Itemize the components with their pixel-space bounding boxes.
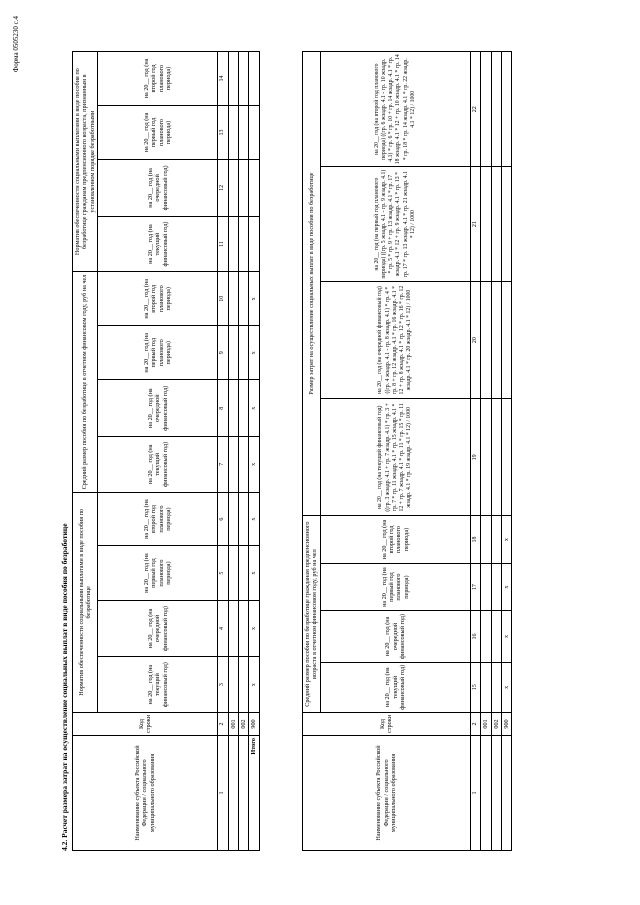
column-number: 1 <box>218 736 228 851</box>
cell[interactable] <box>501 281 511 399</box>
cell[interactable] <box>491 662 501 712</box>
table-row <box>481 52 491 851</box>
x-mark: x <box>249 380 259 437</box>
subheader: на 20__ год (на текущий финансовый год) <box>98 216 218 272</box>
group-avg-header: Средний размер пособия по безработице гражданам предпенсионного возраста в отчетном финансовом году, руб на чел <box>303 516 321 713</box>
cell[interactable] <box>228 160 238 217</box>
cell[interactable] <box>238 546 248 600</box>
subheader: на 20__ год (на очередной финансовый год) <box>98 380 218 437</box>
subheader: на 20__ год (на текущий финансовый год) <box>98 437 218 493</box>
cell[interactable] <box>481 516 491 563</box>
cell <box>501 736 511 851</box>
cell[interactable] <box>228 380 238 437</box>
cell[interactable] <box>238 600 248 657</box>
column-number: 2 <box>218 712 228 735</box>
column-number: 11 <box>218 216 228 272</box>
total-row <box>501 52 511 851</box>
x-mark: x <box>249 546 259 600</box>
subheader: на 20__ год (на второй год планового периода) <box>320 516 470 563</box>
col-name-header: Наименование субъекта Российской Федерации / социального муниципального образования <box>303 736 471 851</box>
subheader: на 20__ год (на очередной финансовый год) <box>98 160 218 217</box>
subheader: на 20__ год (на очередной финансовый год) <box>320 611 470 662</box>
x-mark: x <box>249 492 259 546</box>
cell[interactable] <box>481 662 491 712</box>
form-code: Форма 0505230 с.4 <box>12 16 20 73</box>
row-code: 001 <box>228 712 238 735</box>
cell[interactable] <box>238 160 248 217</box>
formula-header: на 20__ год (на первый год планового периода) ((гр. 5 жзадр. 4.1 - гр. 9 жзадр. 4.1) * гр. 5 * гр. 9 + гр. 13 жзадр. 4.1 * гр. 17 жзадр. 4.1 * 12 + гр. 9 жзадр. 4.1 * гр. 13 * гр. 17 * гр. 13 жзадр. 4.1 * гр. 21 жзадр. 4.1 * 12) / 1000 <box>320 167 470 281</box>
cell[interactable] <box>249 216 259 272</box>
x-mark: x <box>249 600 259 657</box>
column-number: 7 <box>218 437 228 493</box>
column-number: 5 <box>218 546 228 600</box>
cell[interactable] <box>228 736 238 851</box>
subheader: на 20__ год (на первый год планового периода) <box>98 546 218 600</box>
column-number: 20 <box>470 281 480 399</box>
col-code-header: Код строки <box>73 712 218 735</box>
cell[interactable] <box>491 52 501 168</box>
cell[interactable] <box>228 492 238 546</box>
cell[interactable] <box>249 105 259 159</box>
total-row <box>249 52 259 851</box>
column-number: 8 <box>218 380 228 437</box>
subheader: на 20__ год (на второй год планового периода) <box>98 272 218 326</box>
cell[interactable] <box>491 516 501 563</box>
col-name-header: Наименование субъекта Российской Федерации / социального муниципального образования <box>73 736 218 851</box>
column-number: 13 <box>218 105 228 159</box>
column-number: 21 <box>470 167 480 281</box>
table-row <box>491 52 501 851</box>
subheader: на 20__ год (на второй год планового периода) <box>98 52 218 106</box>
cell[interactable] <box>238 736 248 851</box>
group-cost-header: Размер затрат на осуществление социальных выплат в виде пособия по безработице <box>303 52 321 516</box>
cell[interactable] <box>491 611 501 662</box>
cell[interactable] <box>228 546 238 600</box>
cell[interactable] <box>238 380 248 437</box>
subheader: на 20__ год (на текущий финансовый год) <box>320 662 470 712</box>
cell[interactable] <box>238 657 248 713</box>
column-number: 12 <box>218 160 228 217</box>
cell[interactable] <box>481 281 491 399</box>
column-number: 15 <box>470 662 480 712</box>
x-mark: x <box>249 272 259 326</box>
column-number: 3 <box>218 657 228 713</box>
column-number: 14 <box>218 52 228 106</box>
cell[interactable] <box>249 160 259 217</box>
total-label: Итого <box>249 736 259 851</box>
column-number: 10 <box>218 272 228 326</box>
column-number: 16 <box>470 611 480 662</box>
cell[interactable] <box>238 105 248 159</box>
table-row <box>228 52 238 851</box>
group-norm-header: Норматив обеспеченности социальными выплатами в виде пособия по безработице <box>73 492 98 712</box>
cell[interactable] <box>228 600 238 657</box>
group-norm2-header: Норматив обеспеченности социальными выплатами в виде пособия по безработице гражданам предпенсионного возраста, признанным в установленном порядке безработными <box>73 52 98 272</box>
x-mark: x <box>501 516 511 563</box>
row-code: 001 <box>481 712 491 735</box>
formula-header: на 20__ год (на очередной финансовый год) ((гр. 4 жзадр. 4.1 - гр. 8 жзадр. 4.1) * гр. 4 * гр. 8 + гр. 12 жзадр. 4.1 * гр. 16 жзадр. 4.1 * 12 + гр. 8 жзадр. 4.1 * гр. 12 * гр. 16 * гр. 12 жзадр. 4.1 * гр. 20 жзадр. 4.1 * 12) / 1000 <box>320 281 470 399</box>
cell[interactable] <box>491 399 501 516</box>
cell[interactable] <box>228 52 238 106</box>
cost-table <box>302 51 512 851</box>
cell[interactable] <box>228 326 238 380</box>
norm-table <box>72 51 260 851</box>
cell[interactable] <box>238 326 248 380</box>
row-code: 900 <box>249 712 259 735</box>
group-avg-header: Средний размер пособия по безработице в отчетном финансовом году, руб на чел <box>73 272 98 492</box>
cell[interactable] <box>228 657 238 713</box>
cell[interactable] <box>249 52 259 106</box>
cell[interactable] <box>238 492 248 546</box>
subheader: на 20__ год (на первый год планового периода) <box>98 326 218 380</box>
cell[interactable] <box>491 736 501 851</box>
cell[interactable] <box>481 563 491 611</box>
column-number: 17 <box>470 563 480 611</box>
column-number: 4 <box>218 600 228 657</box>
cell[interactable] <box>501 399 511 516</box>
cell[interactable] <box>238 272 248 326</box>
cell[interactable] <box>238 216 248 272</box>
column-number: 1 <box>470 736 480 851</box>
column-number-row <box>218 52 228 851</box>
column-number: 2 <box>470 712 480 735</box>
cell[interactable] <box>481 52 491 168</box>
subheader: на 20__ год (на второй год планового периода) <box>98 492 218 546</box>
x-mark: x <box>501 662 511 712</box>
cell[interactable] <box>491 281 501 399</box>
cell[interactable] <box>491 167 501 281</box>
subheader: на 20__ год (на первый год планового периода) <box>320 563 470 611</box>
cell[interactable] <box>481 167 491 281</box>
x-mark: x <box>249 326 259 380</box>
row-code: 002 <box>238 712 248 735</box>
section-heading: 4.2. Расчет размера затрат на осуществление социальных выплат в виде пособия по безработице <box>60 523 69 851</box>
cell[interactable] <box>491 563 501 611</box>
column-number-row <box>470 52 480 851</box>
cell[interactable] <box>228 216 238 272</box>
x-mark: x <box>501 563 511 611</box>
cell[interactable] <box>228 437 238 493</box>
col-code-header: Код строки <box>303 712 471 735</box>
cell[interactable] <box>238 52 248 106</box>
row-code: 900 <box>501 712 511 735</box>
cell[interactable] <box>501 167 511 281</box>
cell[interactable] <box>228 272 238 326</box>
subheader: на 20__ год (на первый год планового периода) <box>98 105 218 159</box>
column-number: 9 <box>218 326 228 380</box>
subheader: на 20__ год (на очередной финансовый год) <box>98 600 218 657</box>
cell[interactable] <box>228 105 238 159</box>
x-mark: x <box>249 657 259 713</box>
table-row <box>238 52 248 851</box>
x-mark: x <box>501 611 511 662</box>
column-number: 22 <box>470 52 480 168</box>
formula-header: на 20__ год (на текущий финансовый год) ((гр. 3 жзадр. 4.1 + гр. 7 жзадр. 4.1) * гр. 3 + гр. 7 * гр. 11 жзадр. 4.1 * гр. 15 жзадр. 4.1 * 12 + гр. 7 жзадр. 4.1 * гр. 11 * гр. 15 * гр. 11 жзадр. 4.1 * гр. 19 жзадр. 4.1 * 12) / 1000 <box>320 399 470 516</box>
formula-header: на 20__ год (на второй год планового периода) ((гр. 6 жзадр. 4.1 - гр. 10 жзадр. 4.1) * гр. 6 * гр. 10 + гр. 14 жзадр. 4.1 * гр. 18 жзадр. 4.1 * 12 + гр. 10 жзадр. 4.1 * гр. 14 * гр. 18 * гр. 14 жзадр. 4.1 * гр. 22 жзадр. 4.1 * 12) / 1000 <box>320 52 470 168</box>
column-number: 19 <box>470 399 480 516</box>
cell[interactable] <box>481 736 491 851</box>
column-number: 6 <box>218 492 228 546</box>
cell[interactable] <box>481 399 491 516</box>
cell[interactable] <box>501 52 511 168</box>
x-mark: x <box>249 437 259 493</box>
cell[interactable] <box>238 437 248 493</box>
subheader: на 20__ год (на текущий финансовый год) <box>98 657 218 713</box>
column-number: 18 <box>470 516 480 563</box>
row-code: 002 <box>491 712 501 735</box>
cell[interactable] <box>481 611 491 662</box>
